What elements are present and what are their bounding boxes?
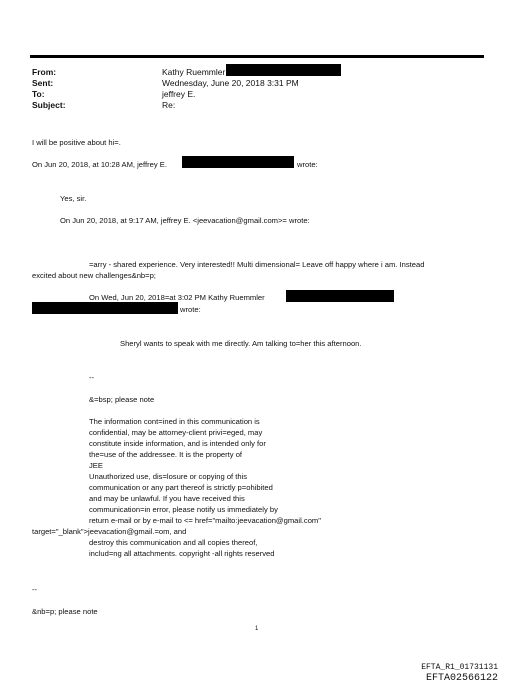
signature-separator: -- [89,373,95,382]
redaction-bar [32,302,178,314]
quote-header: On Jun 20, 2018, at 9:17 AM, jeffrey E. <jeevacation@gmail.com>= wrote: [60,216,310,225]
quote-header: On Jun 20, 2018, at 10:28 AM, jeffrey E. [32,160,167,169]
disclaimer-line: The information cont=ined in this communication is [89,417,260,426]
quote-header: On Wed, Jun 20, 2018=at 3:02 PM Kathy Ruemmler [89,293,265,302]
quote-header-end: wrote: [297,160,318,169]
redaction-bar [286,290,394,302]
to-value: jeffrey E. [162,89,196,99]
quote-header-end: wrote: [180,305,201,314]
document-id: EFTA02566122 [425,673,498,684]
sent-label: Sent: [32,78,54,88]
page-number: 1 [255,626,259,632]
header-rule [30,55,484,58]
disclaimer-line: includ=ng all attachments. copyright -all rights reserved [89,549,275,558]
redaction-bar [226,64,341,76]
disclaimer-line: and may be unlawful. If you have received this [89,494,245,503]
from-label: From: [32,67,57,77]
document-id: EFTA_R1_01731131 [421,663,498,672]
disclaimer-line: the=use of the addressee. It is the property of [89,450,243,459]
from-value: Kathy Ruemmler [162,67,226,77]
redaction-bar [182,156,294,168]
reply-text: Yes, sir. [60,194,87,203]
disclaimer-line: confidential, may be attorney-client privi=eged, may [89,428,263,437]
subject-value: Re: [162,100,176,110]
disclaimer-line: destroy this communication and all copies thereof, [89,538,258,547]
disclaimer-line: communication=in error, please notify us immediately by [89,505,278,514]
disclaimer-line: return e-mail or by e-mail to <= href="mailto:jeevacation@gmail.com" [89,516,321,525]
signature-note: &nb=p; please note [32,607,98,616]
sent-value: Wednesday, June 20, 2018 3:31 PM [162,78,299,88]
disclaimer-line: Unauthorized use, dis=losure or copying of this [89,472,248,481]
disclaimer-line: constitute inside information, and is intended only for [89,439,266,448]
disclaimer-line: JEE [89,461,103,470]
signature-separator: -- [32,585,38,594]
disclaimer-line: communication or any part thereof is strictly p=ohibited [89,483,273,492]
message-line: =arry - shared experience. Very interested!! Multi dimensional= Leave off happy where i am. Instead [89,260,425,269]
message-line: excited about new challenges&nb=p; [32,271,156,280]
body-line: I will be positive about hi=. [32,138,121,147]
disclaimer-line: target="_blank">jeevacation@gmail.=om, and [32,527,187,536]
to-label: To: [32,89,45,99]
signature-note: &=bsp; please note [89,395,155,404]
subject-label: Subject: [32,100,66,110]
message-line: Sheryl wants to speak with me directly. Am talking to=her this afternoon. [120,339,362,348]
